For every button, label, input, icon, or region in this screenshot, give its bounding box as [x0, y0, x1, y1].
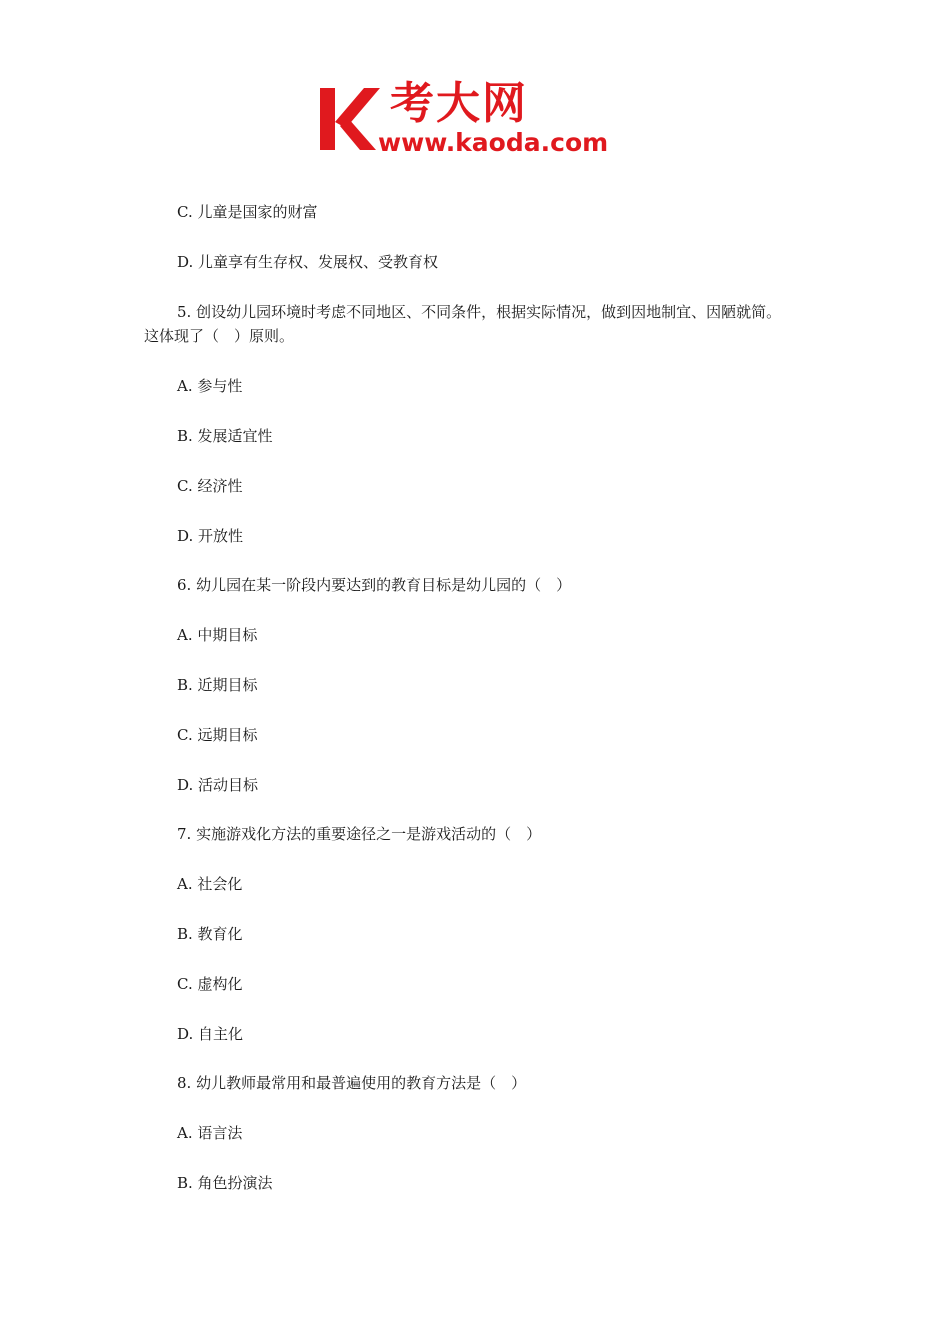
option-4d: D. 儿童享有生存权、发展权、受教育权 [177, 253, 439, 271]
option-6d: D. 活动目标 [177, 776, 259, 794]
option-6c: C. 远期目标 [177, 726, 258, 744]
option-5d: D. 开放性 [177, 527, 244, 545]
logo-url: www.kaoda.com [378, 128, 609, 157]
option-5a: A. 参与性 [177, 377, 243, 395]
option-8a: A. 语言法 [177, 1124, 243, 1142]
option-5c: C. 经济性 [177, 477, 243, 495]
option-7b: B. 教育化 [177, 925, 243, 943]
option-7c: C. 虚构化 [177, 975, 243, 993]
question-5-continued: 这体现了（ ）原则。 [144, 327, 295, 345]
question-5: 5. 创设幼儿园环境时考虑不同地区、不同条件，根据实际情况，做到因地制宜、因陋就简。 [177, 303, 782, 321]
kaoda-logo [318, 78, 640, 162]
option-7d: D. 自主化 [177, 1025, 244, 1043]
option-5b: B. 发展适宜性 [177, 427, 273, 445]
question-6: 6. 幼儿园在某一阶段内要达到的教育目标是幼儿园的（ ） [177, 576, 572, 594]
logo-k-mark-icon [318, 86, 380, 150]
logo-brand-cn: 考大网 [390, 78, 528, 129]
option-6a: A. 中期目标 [177, 626, 258, 644]
option-8b: B. 角色扮演法 [177, 1174, 273, 1192]
option-6b: B. 近期目标 [177, 676, 258, 694]
question-8: 8. 幼儿教师最常用和最普遍使用的教育方法是（ ） [177, 1074, 527, 1092]
question-7: 7. 实施游戏化方法的重要途径之一是游戏活动的（ ） [177, 825, 542, 843]
option-7a: A. 社会化 [177, 875, 243, 893]
option-4c: C. 儿童是国家的财富 [177, 203, 318, 221]
